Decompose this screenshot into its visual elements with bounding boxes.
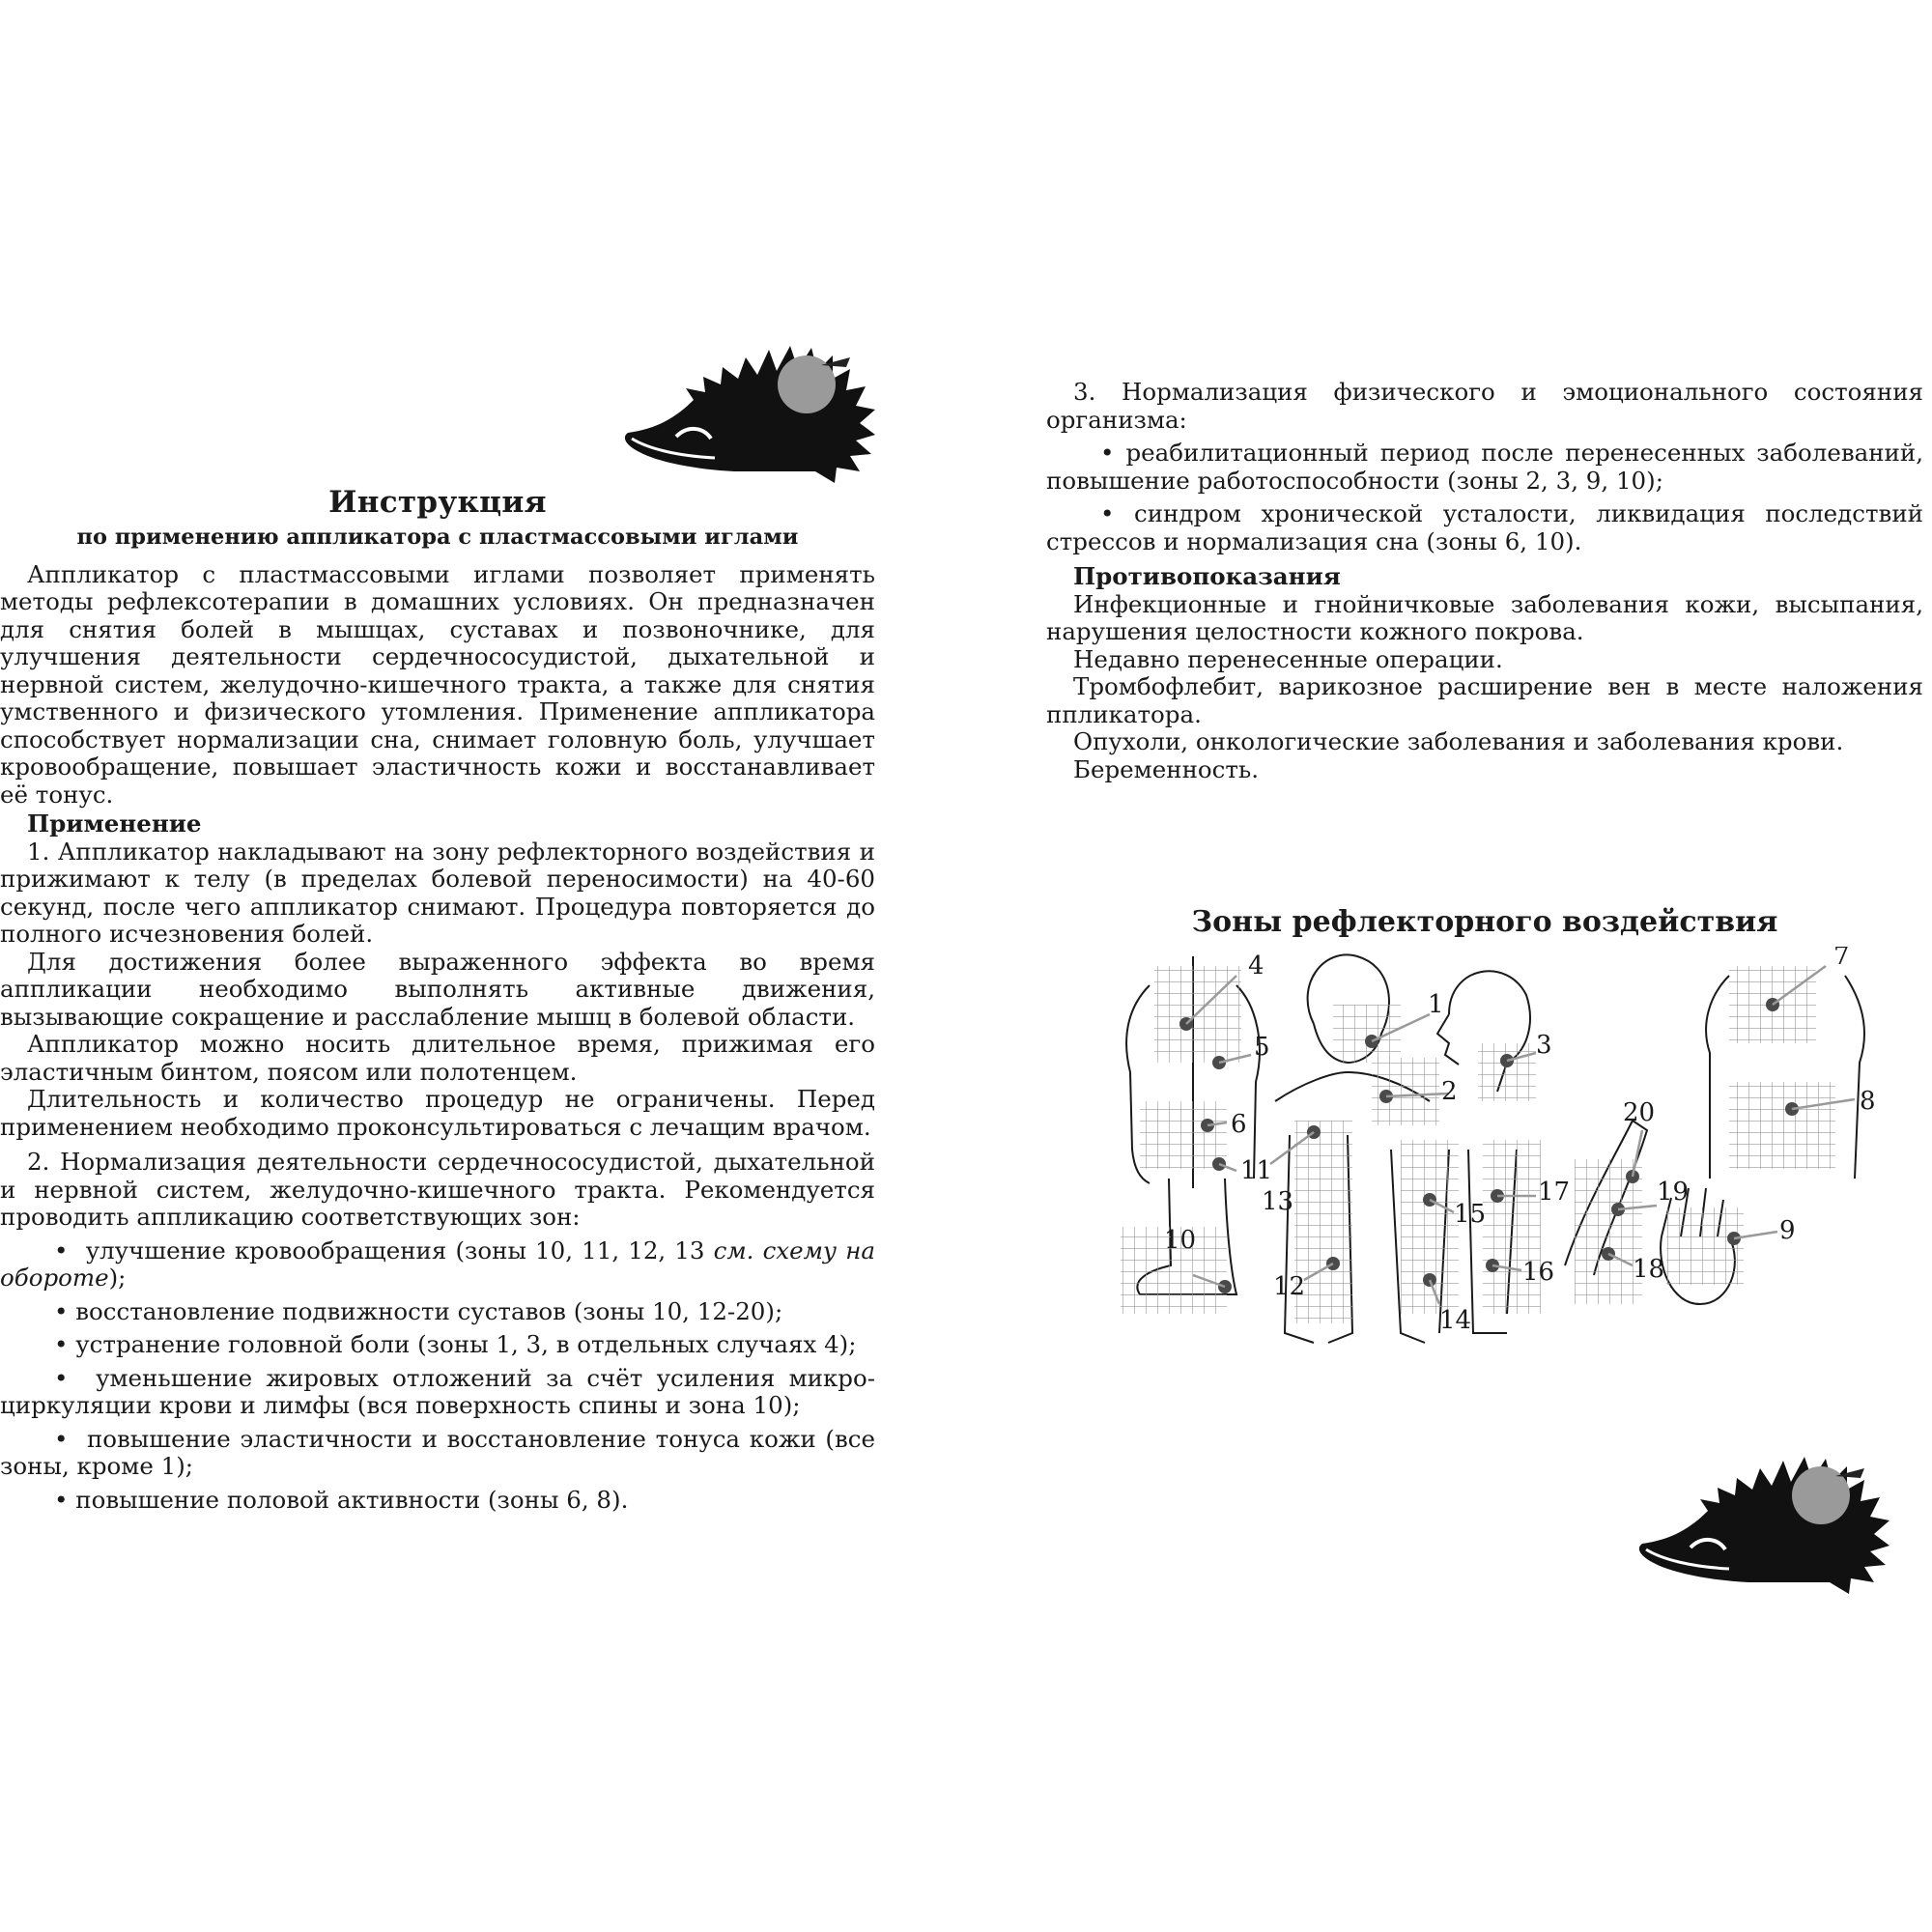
list-item: • восстановление подвижности суставов (зоны 10, 12-20);: [54, 1296, 783, 1325]
usage-heading: Применение: [27, 810, 202, 838]
section-3-paragraph: 3. Нормализация физического и эмоционального состояния организма:: [1046, 378, 1923, 434]
zone-label: 4: [1248, 952, 1264, 980]
zone-label: 3: [1536, 1031, 1552, 1060]
reflex-zones-diagram: [1111, 947, 1903, 1352]
page-subtitle: по применению аппликатора с пластмассовыми иглами: [76, 525, 799, 550]
zone-label: 16: [1522, 1258, 1555, 1287]
contraindications-heading: Противопоказания: [1073, 562, 1341, 590]
hedgehog-icon: [1633, 1439, 1893, 1594]
zone-label: 18: [1633, 1255, 1665, 1284]
usage-paragraph-1: 1. Аппликатор накладывают на зону рефлекторного воздействия и прижимают к телу (в пределах болевой переносимости) на 40-60 секунд, после чего аппликатор снимают. Процедура повторяется до полного исчезновения болей.: [0, 837, 875, 948]
zone-label: 7: [1833, 947, 1850, 971]
zone-label: 13: [1262, 1187, 1294, 1216]
zone-label: 20: [1623, 1098, 1656, 1127]
left-column: [0, 483, 875, 1514]
page-title: Инструкция: [328, 485, 547, 520]
contraindication-2: Недавно перенесенные операции.: [1073, 644, 1503, 673]
contraindication-5: Беременность.: [1073, 754, 1260, 783]
list-item: • уменьшение жировых отложений за счёт усиления микро-циркуляции крови и лимфы (вся поверхность спины и зона 10);: [0, 1363, 875, 1419]
reflex-zones-svg: [1111, 947, 1903, 1352]
zone-label: 19: [1657, 1178, 1690, 1207]
zone-label: 8: [1860, 1087, 1876, 1116]
usage-paragraph-2: Для достижения более выраженного эффекта во время аппликации необходимо выполнять активные движения, вызывающие сокращение и расслабление мышц в болевой области.: [0, 947, 875, 1031]
contraindication-4: Опухоли, онкологические заболевания и заболевания крови.: [1073, 727, 1844, 755]
list-item: • повышение эластичности и восстановление тонуса кожи (все зоны, кроме 1);: [0, 1424, 875, 1480]
hedgehog-logo-top: [618, 328, 879, 483]
zone-label: 9: [1779, 1216, 1796, 1245]
zone-label: 10: [1164, 1226, 1197, 1255]
hedgehog-logo-bottom: [1633, 1439, 1893, 1594]
list-item: • повышение половой активности (зоны 6, 8).: [54, 1485, 629, 1514]
zone-label: 15: [1454, 1200, 1487, 1229]
zones-title: Зоны рефлекторного воздействия: [1191, 905, 1778, 939]
contraindication-3: Тромбофлебит, варикозное расширение вен в месте наложения ппликатора.: [1046, 672, 1923, 728]
usage-paragraph-5: 2. Нормализация деятельности сердечнососудистой, дыхательной и нервной систем, желудочно-кишечного тракта. Рекомендуется проводить аппликацию соответствующих зон:: [0, 1148, 875, 1231]
zone-label: 2: [1441, 1077, 1458, 1106]
list-item: • улучшение кровообращения (зоны 10, 11, 12, 13 см. схему на обороте);: [0, 1236, 875, 1292]
zone-label: 6: [1231, 1110, 1247, 1139]
zone-label: 1: [1428, 990, 1444, 1019]
usage-paragraph-4: Длительность и количество процедур не ограничены. Перед применением необходимо проконсультироваться с лечащим врачом.: [0, 1085, 875, 1141]
zone-label: 14: [1439, 1306, 1472, 1335]
usage-paragraph-3: Аппликатор можно носить длительное время, прижимая его эластичным бинтом, поясом или полотенцем.: [0, 1030, 875, 1086]
zone-label: 11: [1240, 1156, 1273, 1185]
zone-label: 5: [1254, 1033, 1270, 1062]
list-item: • реабилитационный период после перенесенных заболеваний, повышение работоспособности (зоны 2, 3, 9, 10);: [1046, 439, 1923, 495]
hedgehog-icon: [618, 328, 879, 483]
right-column: [1046, 379, 1923, 783]
list-item: • устранение головной боли (зоны 1, 3, в отдельных случаях 4);: [54, 1330, 857, 1358]
intro-paragraph: Аппликатор с пластмассовыми иглами позволяет применять методы рефлексотерапии в домашних условиях. Он предназначен для снятия болей в мышцах, суставах и позвоночнике, для улучшения деятельности сердечнососудистой, дыхательной и нервной систем, желудочно-кишечного тракта, а также для снятия умственного и физического утомления. Применение аппликатора способствует нормализации сна, снимает головную боль, улучшает кровообращение, повышает эластичность кожи и восстанавливает её тонус.: [0, 559, 875, 809]
list-item: • синдром хронической усталости, ликвидация последствий стрессов и нормализация сна (зоны 6, 10).: [1046, 499, 1923, 555]
zone-label: 12: [1273, 1272, 1306, 1301]
zone-label: 17: [1538, 1178, 1571, 1207]
contraindication-1: Инфекционные и гнойничковые заболевания кожи, высыпания, нарушения целостности кожного покрова.: [1046, 589, 1923, 645]
